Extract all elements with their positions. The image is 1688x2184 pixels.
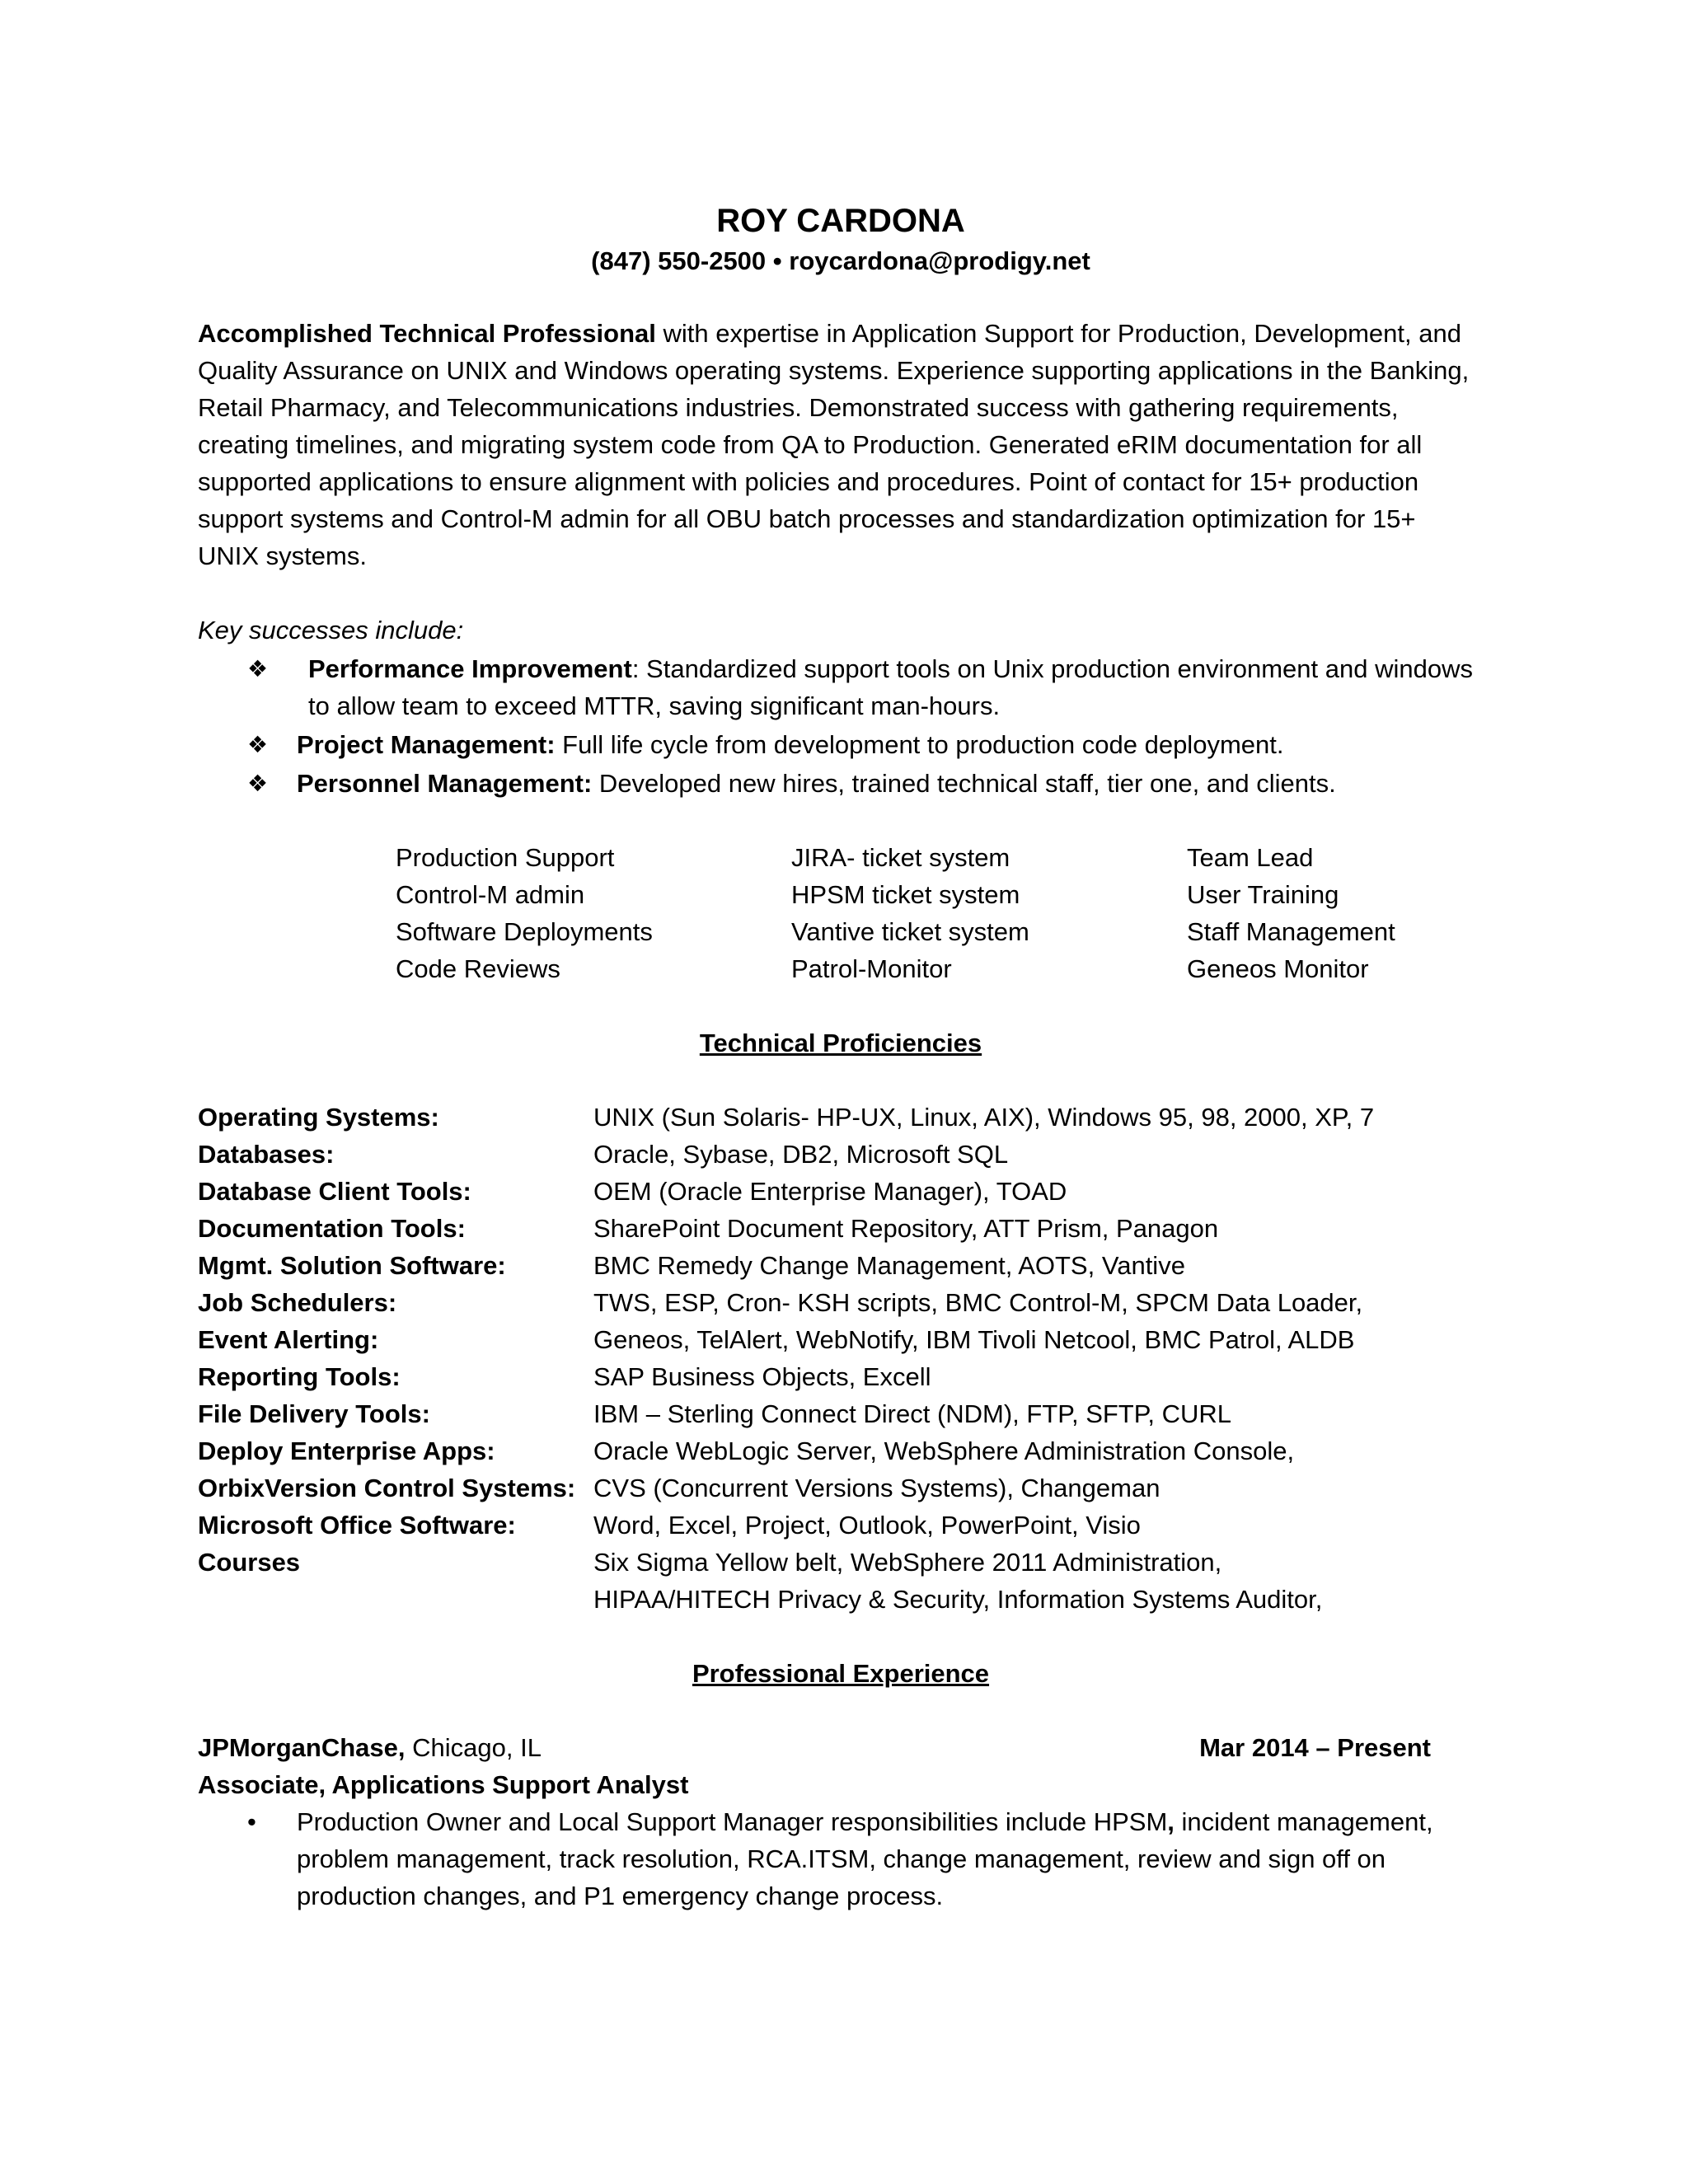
skill-item: HPSM ticket system — [791, 880, 1020, 909]
proficiency-label: Documentation Tools: — [198, 1214, 466, 1243]
skill-item: Control-M admin — [396, 880, 585, 909]
diamond-bullet-icon: ❖ — [247, 656, 269, 682]
skill-item: Team Lead — [1187, 843, 1314, 872]
key-success-title: Personnel Management: — [297, 769, 593, 798]
proficiency-label: Event Alerting: — [198, 1325, 379, 1354]
diamond-bullet-icon: ❖ — [247, 771, 269, 796]
key-success-item — [198, 650, 1484, 724]
skill-item: Patrol-Monitor — [791, 954, 952, 983]
proficiency-value: Six Sigma Yellow belt, WebSphere 2011 Administration, — [593, 1548, 1222, 1577]
proficiency-label: Mgmt. Solution Software: — [198, 1251, 506, 1280]
summary-text: with expertise in Application Support for Production, Development, and Quality Assurance on UNIX and Windows operating systems. Experience supporting applications in the Banking, Retail Pharmacy, and Telecommunications industries. Demonstrated success with gathering requirements, creating timelines, and migrating system code from QA to Production. Generated eRIM documentation for all supported applications to ensure alignment with policies and procedures. Point of contact for 15+ production support systems and Control-M admin for all OBU batch processes and standardization optimization for 15+ UNIX systems. — [198, 319, 1470, 570]
job-entry — [198, 1729, 1484, 1915]
summary-lead: Accomplished Technical Professional — [198, 319, 656, 348]
key-success-text: Developed new hires, trained technical staff, tier one, and clients. — [592, 769, 1336, 798]
job-location: Chicago, IL — [405, 1733, 542, 1762]
company-name: JPMorganChase, — [198, 1733, 406, 1762]
candidate-name: ROY CARDONA — [716, 203, 965, 239]
proficiency-value: Word, Excel, Project, Outlook, PowerPoint, Visio — [593, 1511, 1141, 1540]
skill-item: Geneos Monitor — [1187, 954, 1369, 983]
key-success-text: Standardized support tools on Unix production environment and windows to allow team to exceed MTTR, saving significant man-hours. — [308, 654, 1473, 720]
phone-number: (847) 550-2500 — [591, 246, 767, 275]
proficiency-label: Database Client Tools: — [198, 1177, 471, 1206]
professional-summary — [198, 315, 1484, 574]
proficiency-label: OrbixVersion Control Systems: — [198, 1474, 576, 1502]
proficiency-value: CVS (Concurrent Versions Systems), Changeman — [593, 1474, 1160, 1502]
responsibility-text-end: incident management, problem management, track resolution, RCA.ITSM, change management, review and sign off on production changes, and P1 emergency change process. — [297, 1807, 1433, 1910]
proficiency-label: Job Schedulers: — [198, 1288, 397, 1317]
responsibility-item — [198, 1803, 1484, 1915]
proficiency-label: File Delivery Tools: — [198, 1399, 430, 1428]
key-success-item — [198, 765, 1484, 802]
proficiency-label: Microsoft Office Software: — [198, 1511, 516, 1540]
diamond-bullet-icon: ❖ — [247, 732, 269, 757]
proficiency-label: Databases: — [198, 1140, 335, 1169]
bullet-dot-icon: • — [247, 1807, 256, 1836]
email-address: roycardona@prodigy.net — [789, 246, 1090, 275]
technical-proficiencies-table — [198, 1099, 1484, 1618]
proficiency-value: UNIX (Sun Solaris- HP-UX, Linux, AIX), Windows 95, 98, 2000, XP, 7 — [593, 1103, 1375, 1132]
contact-line — [198, 244, 1484, 279]
job-dates: Mar 2014 – Present — [1199, 1733, 1431, 1762]
proficiency-value: Geneos, TelAlert, WebNotify, IBM Tivoli Netcool, BMC Patrol, ALDB — [593, 1325, 1355, 1354]
proficiency-label: Deploy Enterprise Apps: — [198, 1436, 495, 1465]
proficiency-label: Courses — [198, 1548, 301, 1577]
key-success-sep: : — [631, 654, 640, 683]
proficiency-label: Reporting Tools: — [198, 1362, 401, 1391]
professional-experience-heading: Professional Experience — [692, 1659, 990, 1688]
key-successes-intro: Key successes include: — [198, 616, 464, 644]
resume-page — [198, 198, 1484, 1915]
proficiency-value: SAP Business Objects, Excell — [593, 1362, 931, 1391]
proficiency-label — [198, 1581, 593, 1618]
skill-item: Vantive ticket system — [791, 917, 1029, 946]
proficiency-value: BMC Remedy Change Management, AOTS, Vantive — [593, 1251, 1185, 1280]
skill-item: Software Deployments — [396, 917, 653, 946]
proficiency-value: SharePoint Document Repository, ATT Prism, Panagon — [593, 1214, 1219, 1243]
proficiency-value: IBM – Sterling Connect Direct (NDM), FTP, SFTP, CURL — [593, 1399, 1232, 1428]
key-successes-list — [198, 650, 1484, 802]
job-header — [198, 1729, 1431, 1766]
proficiency-value: Oracle WebLogic Server, WebSphere Administration Console, — [593, 1436, 1295, 1465]
contact-separator: • — [772, 246, 782, 275]
key-success-text: Full life cycle from development to production code deployment. — [555, 730, 1284, 759]
skill-item: Code Reviews — [396, 954, 560, 983]
key-success-item — [198, 726, 1484, 763]
responsibility-text-start: Production Owner and Local Support Manager responsibilities include HPSM — [297, 1807, 1168, 1836]
skill-item: JIRA- ticket system — [791, 843, 1010, 872]
proficiency-value: OEM (Oracle Enterprise Manager), TOAD — [593, 1177, 1067, 1206]
core-skills-grid — [396, 839, 1484, 987]
skill-item: User Training — [1187, 880, 1339, 909]
proficiency-value: TWS, ESP, Cron- KSH scripts, BMC Control-M, SPCM Data Loader, — [593, 1288, 1363, 1317]
key-success-title: Project Management: — [297, 730, 556, 759]
proficiency-label: Operating Systems: — [198, 1103, 439, 1132]
job-title: Associate, Applications Support Analyst — [198, 1770, 689, 1799]
technical-proficiencies-heading: Technical Proficiencies — [699, 1029, 982, 1057]
skill-item: Staff Management — [1187, 917, 1395, 946]
resume-header — [198, 198, 1484, 279]
proficiency-value: HIPAA/HITECH Privacy & Security, Information Systems Auditor, — [593, 1585, 1323, 1614]
job-employer — [198, 1729, 542, 1766]
job-responsibilities — [198, 1803, 1484, 1915]
responsibility-bold-comma: , — [1167, 1807, 1175, 1836]
skill-item: Production Support — [396, 843, 615, 872]
proficiency-value: Oracle, Sybase, DB2, Microsoft SQL — [593, 1140, 1009, 1169]
key-success-title: Performance Improvement — [308, 654, 632, 683]
